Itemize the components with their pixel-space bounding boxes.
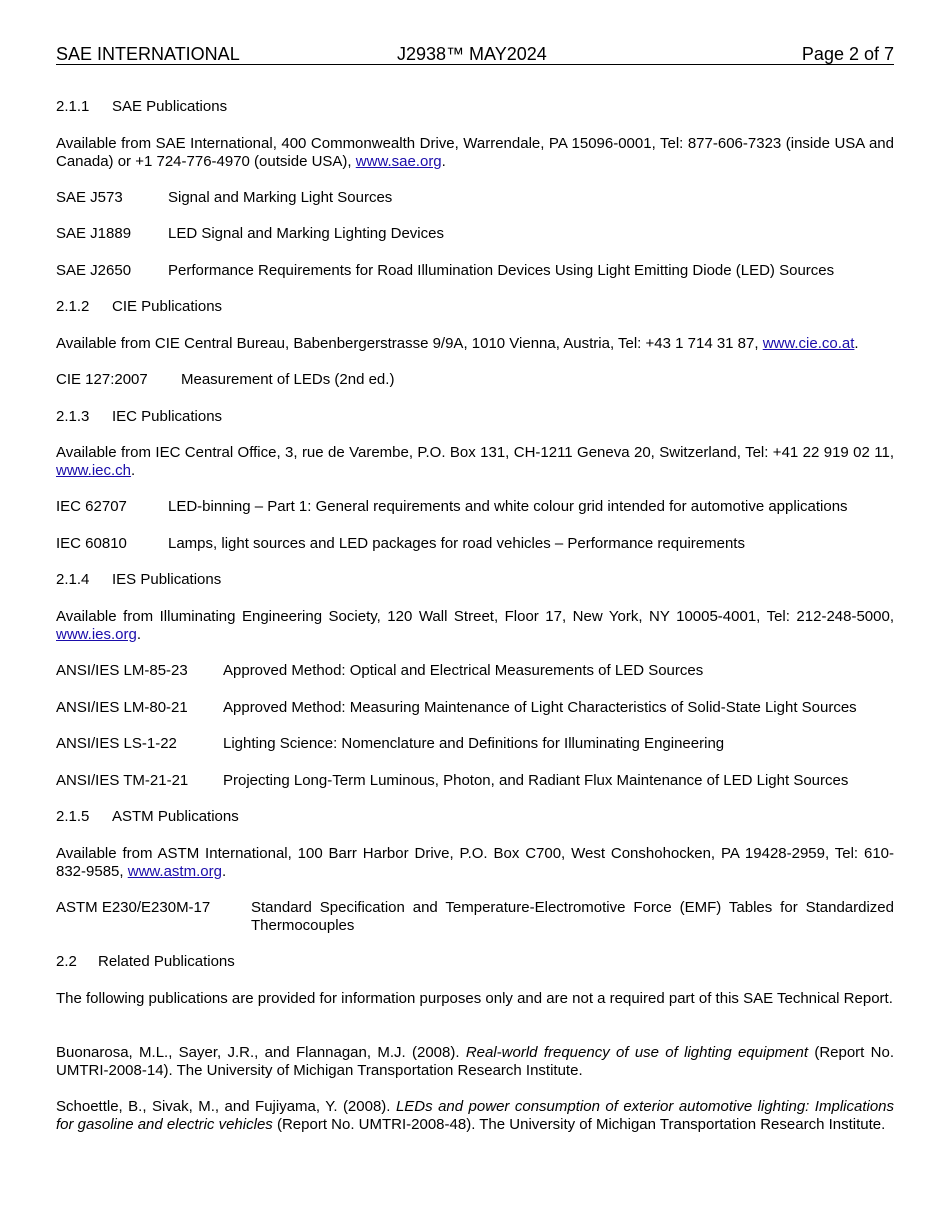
section-title: CIE Publications: [112, 298, 223, 315]
availability-paragraph-iec: Available from IEC Central Office, 3, rue de Varembe, P.O. Box 131, CH-1211 Geneva 20, Switzerland, Tel: +41 22 919 02 11, www.iec.ch.: [56, 444, 894, 479]
availability-text: Available from ASTM International, 100 Barr Harbor Drive, P.O. Box C700, West Conshohocken, PA 19428-2959, Tel: 610-832-9585,: [56, 845, 894, 880]
reference-code: SAE J2650: [56, 262, 132, 279]
reference-title: LED-binning – Part 1: General requirements and white colour grid intended for automotive applications: [168, 498, 848, 515]
reference-code: ANSI/IES LS-1-22: [56, 735, 177, 752]
reference-work-title: Real-world frequency of use of lighting equipment: [465, 1044, 809, 1061]
section-title: ASTM Publications: [112, 808, 239, 825]
section-number: 2.1.1: [56, 98, 90, 115]
section-heading-2-1-4: [56, 571, 894, 589]
header-org: SAE INTERNATIONAL: [56, 44, 240, 64]
reference-title: Performance Requirements for Road Illumination Devices Using Light Emitting Diode (LED) Sources: [168, 262, 835, 279]
reference-title: Standard Specification and Temperature-Electromotive Force (EMF) Tables for Standardized Thermocouples: [251, 899, 894, 934]
availability-paragraph-astm: Available from ASTM International, 100 Barr Harbor Drive, P.O. Box C700, West Conshohocken, PA 19428-2959, Tel: 610-832-9585, www.astm.org.: [56, 845, 894, 880]
page-header: [56, 44, 894, 65]
cie-link[interactable]: www.cie.co.at: [762, 335, 855, 352]
availability-paragraph-sae: Available from SAE International, 400 Commonwealth Drive, Warrendale, PA 15096-0001, Tel: 877-606-7323 (inside USA and Canada) or +1 724-776-4970 (outside USA), www.sae.org.: [56, 135, 894, 170]
intro-text: The following publications are provided for information purposes only and are not a required part of this SAE Technical Report.: [56, 990, 893, 1007]
availability-text: Available from IEC Central Office, 3, rue de Varembe, P.O. Box 131, CH-1211 Geneva 20, Switzerland, Tel: +41 22 919 02 11,: [56, 444, 894, 461]
reference-title: Approved Method: Measuring Maintenance of Light Characteristics of Solid-State Light Sources: [223, 699, 857, 716]
reference-work-title: LEDs and power consumption of exterior automotive lighting: Implications for gasoline and electric vehicles: [56, 1098, 895, 1133]
section-heading-2-1-3: [56, 408, 894, 426]
reference-code: SAE J573: [56, 189, 123, 206]
reference-title: Approved Method: Optical and Electrical Measurements of LED Sources: [223, 662, 704, 679]
section-heading-2-1-2: [56, 298, 894, 316]
section-heading-2-1-1: [56, 98, 894, 116]
reference-details: (Report No. UMTRI-2008-14). The University of Michigan Transportation Research Institute.: [56, 1044, 894, 1079]
astm-link[interactable]: www.astm.org: [127, 863, 222, 880]
section-number: 2.1.2: [56, 298, 90, 315]
section-number: 2.1.4: [56, 571, 90, 588]
reference-code: IEC 62707: [56, 498, 127, 515]
availability-paragraph-cie: Available from CIE Central Bureau, Babenbergerstrasse 9/9A, 1010 Vienna, Austria, Tel: +43 1 714 31 87, www.cie.co.at.: [56, 335, 859, 352]
reference-title: Measurement of LEDs (2nd ed.): [181, 371, 395, 388]
availability-paragraph-ies: Available from Illuminating Engineering Society, 120 Wall Street, Floor 17, New York, NY 10005-4001, Tel: 212-248-5000, www.ies.org.: [56, 608, 894, 643]
availability-text: Available from Illuminating Engineering Society, 120 Wall Street, Floor 17, New York, NY 10005-4001, Tel: 212-248-5000,: [56, 608, 894, 625]
section-title: Related Publications: [98, 953, 235, 970]
header-page-number: Page 2 of 7: [801, 44, 894, 64]
reference-code: SAE J1889: [56, 225, 132, 242]
reference-title: LED Signal and Marking Lighting Devices: [168, 225, 444, 242]
related-intro-paragraph: [56, 990, 894, 1008]
section-number: 2.2: [56, 953, 77, 970]
ies-link[interactable]: www.ies.org: [56, 626, 137, 643]
reference-title: Lamps, light sources and LED packages for road vehicles – Performance requirements: [168, 535, 745, 552]
reference-code: ANSI/IES LM-80-21: [56, 699, 188, 716]
section-heading-2-1-5: [56, 808, 894, 826]
reference-details: (Report No. UMTRI-2008-48). The University of Michigan Transportation Research Institute.: [276, 1116, 886, 1133]
section-title: IES Publications: [112, 571, 222, 588]
reference-authors: Buonarosa, M.L., Sayer, J.R., and Flannagan, M.J. (2008).: [56, 1044, 460, 1061]
header-doc-id: J2938™ MAY2024: [397, 44, 547, 64]
iec-link[interactable]: www.iec.ch: [56, 462, 132, 479]
reference-title: Signal and Marking Light Sources: [168, 189, 393, 206]
reference-code: ASTM E230/E230M-17: [56, 899, 211, 916]
availability-text: Available from CIE Central Bureau, Babenbergerstrasse 9/9A, 1010 Vienna, Austria, Tel: +43 1 714 31 87,: [56, 335, 759, 352]
availability-text: Available from SAE International, 400 Commonwealth Drive, Warrendale, PA 15096-0001, Tel: 877-606-7323 (inside USA and Canada) or +1 724-776-4970 (outside USA),: [56, 135, 894, 170]
section-heading-2-2: [56, 953, 894, 971]
reference-code: CIE 127:2007: [56, 371, 148, 388]
section-title: IEC Publications: [112, 408, 223, 425]
related-reference-1: [56, 1044, 894, 1080]
reference-authors: Schoettle, B., Sivak, M., and Fujiyama, Y. (2008).: [56, 1098, 391, 1115]
section-number: 2.1.3: [56, 408, 90, 425]
section-title: SAE Publications: [112, 98, 228, 115]
related-reference-2: [56, 1098, 894, 1134]
reference-code: ANSI/IES TM-21-21: [56, 772, 189, 789]
reference-title: Projecting Long-Term Luminous, Photon, and Radiant Flux Maintenance of LED Light Sources: [223, 772, 849, 789]
reference-title: Lighting Science: Nomenclature and Definitions for Illuminating Engineering: [223, 735, 725, 752]
reference-code: IEC 60810: [56, 535, 127, 552]
reference-code: ANSI/IES LM-85-23: [56, 662, 188, 679]
section-number: 2.1.5: [56, 808, 90, 825]
sae-link[interactable]: www.sae.org: [355, 153, 442, 170]
